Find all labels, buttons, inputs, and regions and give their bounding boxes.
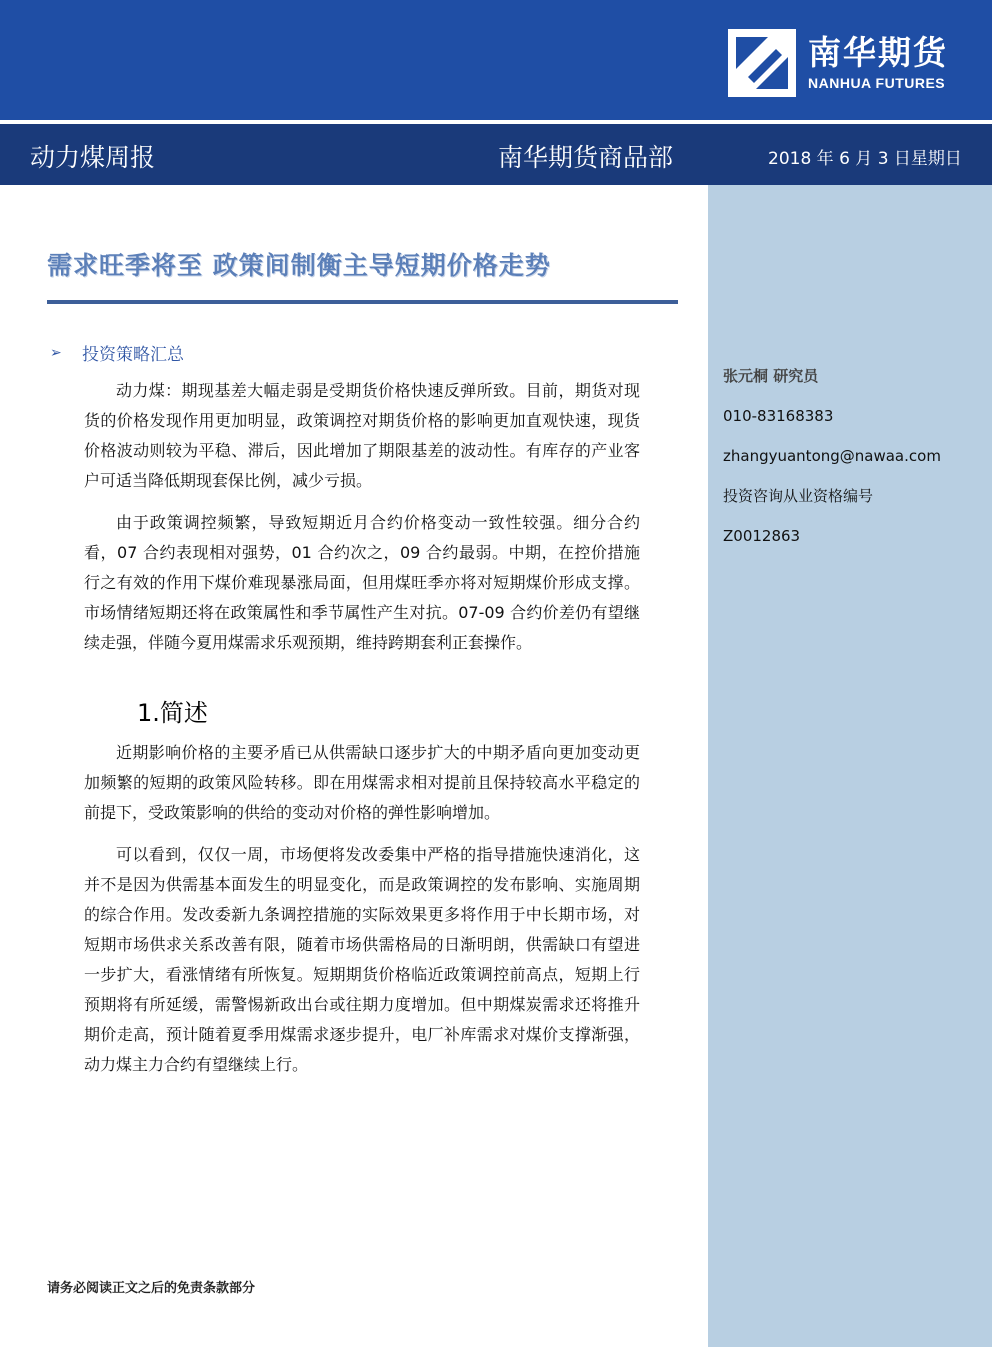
report-name: 动力煤周报 [30,143,156,172]
summary-heading [50,340,184,365]
license-number: Z0012863 [723,527,801,545]
analyst-email: zhangyuantong@nawaa.com [723,447,941,465]
report-date: 2018 年 6 月 3 日星期日 [768,149,962,169]
logo-english-name: NANHUA FUTURES [808,75,946,91]
section-1-title: 1.简述 [137,699,208,727]
headline-rule [47,300,678,304]
license-label: 投资咨询从业资格编号 [723,487,874,505]
department-name: 南华期货商品部 [498,143,674,172]
disclaimer-note: 请务必阅读正文之后的免责条款部分 [47,1281,256,1296]
analyst-sidebar [708,185,992,1347]
report-title-band [0,124,992,185]
section-1-paragraph-2: 可以看到，仅仅一周，市场便将发改委集中严格的指导措施快速消化，这并不是因为供需基本面发生的明显变化，而是政策调控的发布影响、实施周期的综合作用。发改委新九条调控措施的实际效果更多将作用于中长期市场，对短期市场供求关系改善有限，随着市场供需格局的日渐明朗，供需缺口有望进一步扩大，看涨情绪有所恢复。短期期货价格临近政策调控前高点，短期上行预期将有所延缓，需警惕新政出台或往期力度增加。但中期煤炭需求还将推升期价走高，预计随着夏季用煤需求逐步提升，电厂补库需求对煤价支撑渐强，动力煤主力合约有望继续上行。 [84,845,640,1074]
arrow-bullet-icon: ➢ [50,344,62,361]
summary-paragraph-1: 动力煤：期现基差大幅走弱是受期货价格快速反弹所致。目前，期货对现货的价格发现作用更加明显，政策调控对期货价格的影响更加直观快速，现货价格波动则较为平稳、滞后，因此增加了期限基差的波动性。有库存的产业客户可适当降低期现套保比例，减少亏损。 [84,381,640,490]
summary-title: 投资策略汇总 [82,345,184,365]
logo-chinese-name: 南华期货 [808,33,948,72]
section-1-paragraph-1: 近期影响价格的主要矛盾已从供需缺口逐步扩大的中期矛盾向更加变动更加频繁的短期的政策风险转移。即在用煤需求相对提前且保持较高水平稳定的前提下，受政策影响的供给的变动对价格的弹性影响增加。 [84,743,640,822]
summary-paragraph-2: 由于政策调控频繁，导致短期近月合约价格变动一致性较强。细分合约看，07 合约表现相对强势，01 合约次之，09 合约最弱。中期，在控价措施行之有效的作用下煤价难现暴涨局面，但用煤旺季亦将对短期煤价形成支撑。市场情绪短期还将在政策属性和季节属性产生对抗。07-09 合约价差仍有望继续走强，伴随今夏用煤需求乐观预期，维持跨期套利正套操作。 [84,513,640,652]
analyst-name: 张元桐 研究员 [723,367,819,385]
analyst-info [723,366,941,566]
nanhua-logo-icon [728,29,796,97]
company-logo [728,29,948,97]
analyst-phone: 010-83168383 [723,407,834,425]
report-headline: 需求旺季将至 政策间制衡主导短期价格走势 [47,251,551,280]
